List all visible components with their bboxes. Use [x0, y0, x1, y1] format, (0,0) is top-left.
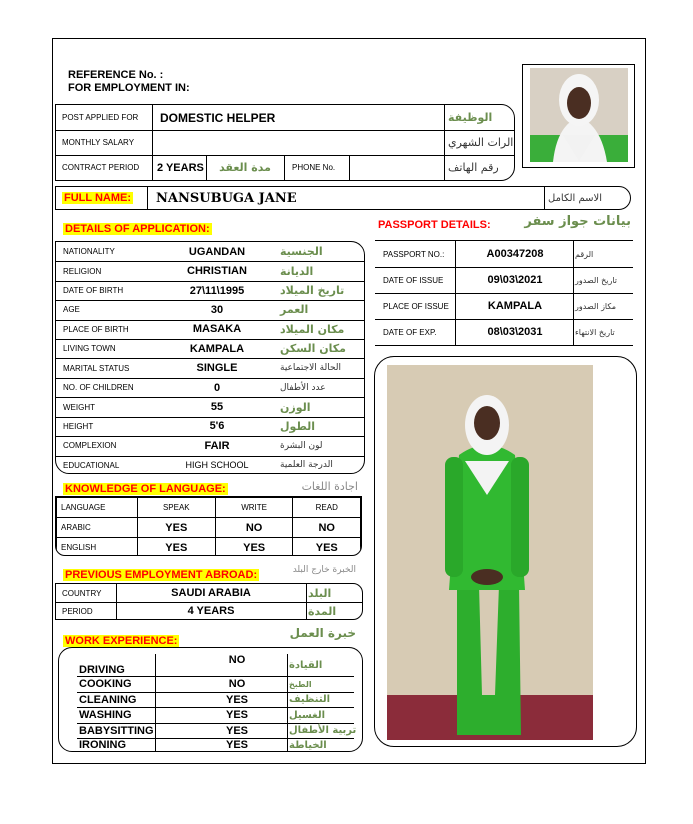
- details-row-label: DATE OF BIRTH: [63, 286, 124, 296]
- details-row: [56, 261, 364, 281]
- details-row-value: SINGLE: [196, 362, 238, 375]
- work-row-value: YES: [225, 693, 248, 706]
- details-row-label: NATIONALITY: [63, 247, 115, 257]
- work-row: [77, 692, 354, 708]
- language-row: [57, 518, 361, 538]
- full-body-photo: [387, 365, 593, 740]
- work-table: [58, 647, 363, 752]
- work-divider: [287, 676, 288, 692]
- details-row: [56, 242, 364, 262]
- passport-divider: [455, 293, 456, 319]
- headshot-frame: [522, 64, 635, 168]
- details-row-value: 5'6: [209, 420, 225, 433]
- language-speak: YES: [137, 538, 215, 557]
- passport-row-ar: مكاز الصدور: [575, 301, 617, 311]
- passport-row-value: KAMPALA: [487, 300, 543, 312]
- passport-divider: [573, 293, 574, 319]
- details-row-value: 30: [210, 303, 224, 316]
- work-row-value: NO: [228, 678, 246, 690]
- work-divider: [155, 738, 156, 752]
- passport-title: PASSPORT DETAILS:: [378, 219, 491, 231]
- details-row-value: 55: [210, 401, 224, 414]
- contract-value: 2 YEARS: [157, 161, 204, 174]
- language-title: KNOWLEDGE OF LANGUAGE:: [65, 483, 226, 495]
- work-row-ar: الغسيل: [289, 709, 326, 721]
- full-name-row: [55, 186, 631, 210]
- passport-divider: [455, 267, 456, 293]
- passport-row-label: PASSPORT NO.:: [383, 249, 445, 259]
- language-header: SPEAK: [137, 498, 215, 518]
- details-row-value: MASAKA: [192, 323, 242, 336]
- employment-label: FOR EMPLOYMENT IN:: [68, 82, 190, 94]
- previous-title: PREVIOUS EMPLOYMENT ABROAD:: [65, 569, 258, 581]
- period-label: PERIOD: [62, 606, 93, 616]
- passport-divider: [573, 241, 574, 267]
- details-row-ar: مكان الميلاد: [280, 322, 345, 336]
- post-label: POST APPLIED FOR: [62, 113, 139, 122]
- work-row-label: WASHING: [79, 709, 132, 721]
- language-title-ar: اجادة اللغات: [301, 480, 358, 493]
- contract-label: CONTRACT PERIOD: [62, 163, 140, 172]
- work-row-ar: تربية الأطفال: [289, 725, 357, 736]
- work-title: WORK EXPERIENCE:: [65, 635, 178, 647]
- work-row-label: BABYSITTING: [79, 724, 154, 737]
- passport-row-value: 08\03\2031: [487, 326, 543, 338]
- details-table: [55, 241, 365, 474]
- work-row-value: YES: [225, 739, 248, 751]
- work-row-ar: التنظيف: [289, 694, 331, 705]
- passport-divider: [573, 319, 574, 345]
- passport-row: [375, 293, 633, 320]
- country-label: COUNTRY: [62, 588, 102, 598]
- work-row-label: IRONING: [79, 739, 127, 751]
- work-divider: [287, 723, 288, 738]
- details-row: [56, 456, 364, 475]
- passport-row-ar: تاريخ الصدور: [575, 275, 617, 285]
- details-row-ar: لون البشرة: [280, 440, 323, 451]
- full-name-label: FULL NAME:: [64, 192, 132, 204]
- details-row: [56, 378, 364, 398]
- post-ar: الوظيفة: [448, 111, 493, 124]
- language-name: ARABIC: [57, 518, 138, 538]
- details-row: [56, 397, 364, 417]
- work-row: [77, 738, 354, 752]
- language-header: LANGUAGE: [57, 498, 138, 518]
- work-divider: [287, 654, 288, 676]
- country-value: SAUDI ARABIA: [171, 587, 251, 599]
- work-divider: [155, 654, 156, 676]
- work-row: [77, 676, 354, 693]
- details-row-ar: الجنسية: [280, 245, 323, 259]
- contract-ar: مدة العقد: [219, 161, 271, 174]
- work-divider: [155, 692, 156, 707]
- phone-label: PHONE No.: [292, 163, 336, 172]
- details-row: [56, 281, 364, 301]
- language-table: [55, 496, 362, 556]
- work-divider: [287, 738, 288, 752]
- headshot-photo: [523, 65, 634, 167]
- work-row-label: DRIVING: [79, 664, 125, 676]
- passport-divider: [455, 319, 456, 345]
- details-row-label: HEIGHT: [63, 421, 94, 431]
- language-read: NO: [293, 518, 361, 538]
- work-row-value: YES: [225, 709, 248, 721]
- passport-row: [375, 267, 633, 294]
- reference-label: REFERENCE No. :: [68, 69, 164, 81]
- details-row-label: AGE: [63, 305, 80, 315]
- passport-divider: [455, 241, 456, 267]
- passport-row: [375, 319, 633, 345]
- details-row-label: EDUCATIONAL: [63, 460, 120, 470]
- language-row: [57, 538, 361, 557]
- work-row-ar: الطبخ: [289, 679, 312, 689]
- passport-row-ar: الرقم: [575, 249, 594, 259]
- previous-title-ar: الخبرة خارج البلد: [292, 565, 356, 575]
- details-row-ar: الدرجة العلمية: [280, 460, 333, 471]
- language-header: READ: [293, 498, 361, 518]
- work-title-ar: خبرة العمل: [289, 626, 356, 640]
- details-row-ar: الطول: [280, 419, 316, 433]
- passport-row-label: PLACE OF ISSUE: [383, 301, 449, 311]
- work-divider: [287, 692, 288, 707]
- details-row-label: PLACE OF BIRTH: [63, 324, 129, 334]
- full-photo-frame: [374, 356, 637, 747]
- details-row-ar: مكان السكن: [280, 342, 346, 356]
- language-write: NO: [215, 518, 293, 538]
- phone-ar: رقم الهاتف: [448, 161, 499, 174]
- passport-row-value: 09\03\2021: [487, 274, 543, 286]
- details-row-value: KAMPALA: [189, 342, 245, 355]
- passport-divider: [573, 267, 574, 293]
- work-row-ar: الخياطة: [289, 739, 327, 751]
- details-row-ar: الديانة: [280, 264, 314, 278]
- details-row-ar: العمر: [280, 303, 309, 317]
- details-row-label: MARITAL STATUS: [63, 363, 130, 373]
- passport-row-label: DATE OF EXP.: [383, 327, 437, 337]
- period-value: 4 YEARS: [187, 605, 235, 617]
- language-write: YES: [215, 538, 293, 557]
- details-row-label: COMPLEXION: [63, 441, 117, 451]
- passport-table: [375, 240, 633, 346]
- work-row-value: YES: [225, 724, 248, 737]
- work-row-value: NO: [228, 654, 246, 666]
- details-row-ar: الحالة الاجتماعية: [280, 363, 341, 374]
- details-row-label: WEIGHT: [63, 402, 95, 412]
- full-name-value: NANSUBUGA JANE: [156, 190, 297, 206]
- work-divider: [155, 723, 156, 738]
- language-read: YES: [293, 538, 361, 557]
- work-row: [77, 654, 354, 677]
- details-row-value: HIGH SCHOOL: [185, 460, 249, 471]
- work-divider: [287, 707, 288, 723]
- details-row-value: 27\11\1995: [189, 284, 245, 297]
- post-value: DOMESTIC HELPER: [160, 110, 276, 125]
- period-ar: المدة: [308, 604, 337, 618]
- work-row: [77, 723, 357, 739]
- work-divider: [155, 676, 156, 692]
- details-row-value: FAIR: [204, 439, 230, 452]
- passport-row: [375, 241, 633, 268]
- details-row: [56, 436, 364, 456]
- work-row: [77, 707, 354, 724]
- details-title: DETAILS OF APPLICATION:: [65, 223, 210, 235]
- details-row: [56, 320, 364, 340]
- work-row-ar: القيادة: [289, 659, 323, 671]
- language-speak: YES: [137, 518, 215, 538]
- salary-label: MONTHLY SALARY: [62, 138, 135, 147]
- full-name-ar: الاسم الكامل: [548, 192, 603, 204]
- work-row-label: CLEANING: [79, 693, 137, 706]
- language-grid: [56, 497, 361, 556]
- details-row-value: 0: [213, 381, 221, 394]
- post-section: [55, 104, 515, 181]
- details-row-label: RELIGION: [63, 266, 102, 276]
- language-header: WRITE: [215, 498, 293, 518]
- details-row-label: LIVING TOWN: [63, 344, 116, 354]
- passport-row-value: A00347208: [486, 248, 544, 260]
- details-row-value: CHRISTIAN: [187, 265, 247, 278]
- passport-title-ar: بيانات جواز سفر: [524, 214, 631, 229]
- salary-ar: الرات الشهري: [448, 136, 514, 149]
- passport-row-ar: تاريخ الانتهاء: [575, 327, 615, 337]
- country-ar: البلد: [308, 586, 332, 600]
- details-row: [56, 339, 364, 359]
- details-row-ar: الوزن: [280, 400, 311, 414]
- details-row-value: UGANDAN: [188, 245, 246, 258]
- details-row: [56, 359, 364, 379]
- work-divider: [155, 707, 156, 723]
- language-name: ENGLISH: [57, 538, 138, 557]
- work-row-label: COOKING: [79, 678, 132, 690]
- language-header-row: [57, 498, 361, 518]
- details-row: [56, 300, 364, 320]
- details-row: [56, 417, 364, 437]
- details-row-ar: عدد الأطفال: [280, 382, 326, 393]
- passport-row-label: DATE OF ISSUE: [383, 275, 444, 285]
- details-row-ar: تاريخ الميلاد: [280, 284, 345, 298]
- details-row-label: NO. OF CHILDREN: [63, 383, 134, 393]
- previous-table: [55, 583, 363, 620]
